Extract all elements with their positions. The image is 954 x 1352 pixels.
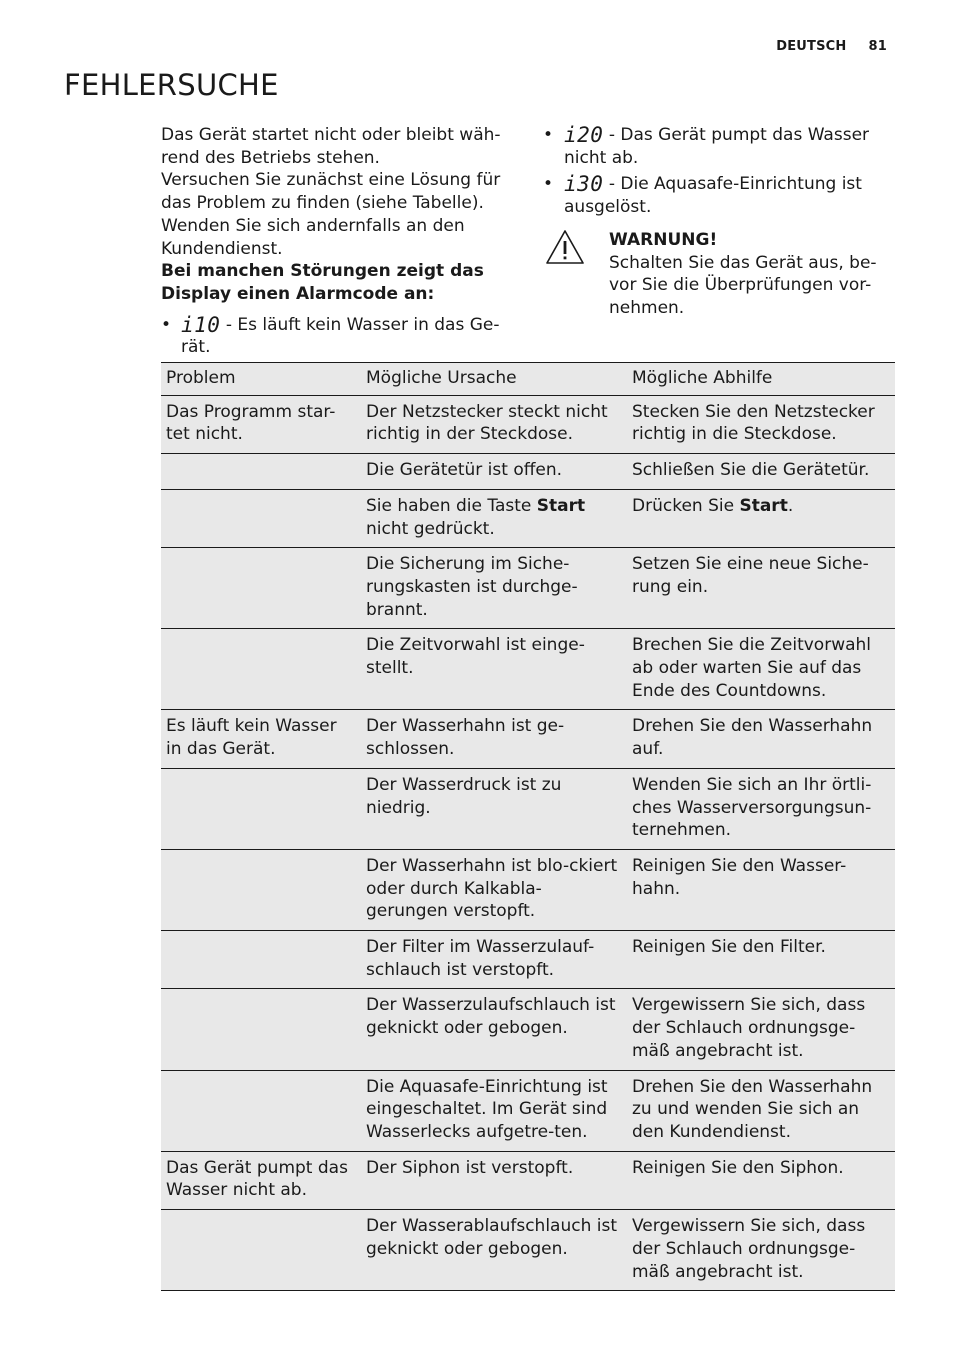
- cell-cause: Die Zeitvorwahl ist einge-stellt.: [361, 629, 627, 710]
- cell-cause: Der Netzstecker steckt nicht richtig in der Steckdose.: [361, 395, 627, 453]
- cell-problem: [161, 1070, 361, 1151]
- cell-remedy: Vergewissern Sie sich, dass der Schlauch ordnungsge-mäß angebracht ist.: [627, 989, 895, 1070]
- table-row: [161, 768, 895, 849]
- page-number: 81: [868, 39, 887, 54]
- table-row: [161, 548, 895, 629]
- table-row: [161, 1210, 895, 1291]
- warning-triangle-icon: [545, 229, 585, 265]
- table-row: [161, 1070, 895, 1151]
- table-row: [161, 849, 895, 930]
- warning-box: [543, 229, 888, 320]
- table-row: [161, 989, 895, 1070]
- cell-problem: [161, 489, 361, 547]
- cell-problem: [161, 931, 361, 989]
- table-row: [161, 489, 895, 547]
- cell-remedy: Stecken Sie den Netzstecker richtig in die Steckdose.: [627, 395, 895, 453]
- cell-remedy: Reinigen Sie den Wasser-hahn.: [627, 849, 895, 930]
- cell-remedy: Schließen Sie die Gerätetür.: [627, 454, 895, 490]
- table-row: [161, 395, 895, 453]
- page-title: FEHLERSUCHE: [64, 68, 279, 102]
- cell-problem: [161, 548, 361, 629]
- cell-problem: [161, 989, 361, 1070]
- cell-problem: Das Gerät pumpt das Wasser nicht ab.: [161, 1151, 361, 1209]
- cell-cause: Die Aquasafe-Einrichtung ist eingeschaltet. Im Gerät sind Wasserlecks aufgetre-ten.: [361, 1070, 627, 1151]
- cell-remedy: Drehen Sie den Wasserhahn auf.: [627, 710, 895, 768]
- table-row: [161, 931, 895, 989]
- warning-title: WARNUNG!: [609, 229, 718, 250]
- cell-problem: [161, 1210, 361, 1291]
- cell-cause: Der Filter im Wasserzulauf-schlauch ist verstopft.: [361, 931, 627, 989]
- cell-remedy: Brechen Sie die Zeitvorwahl ab oder warten Sie auf das Ende des Countdowns.: [627, 629, 895, 710]
- cell-remedy: Reinigen Sie den Siphon.: [627, 1151, 895, 1209]
- table-row: [161, 1151, 895, 1209]
- alarm-code: i10: [181, 312, 221, 337]
- header-remedy: Mögliche Abhilfe: [627, 363, 895, 396]
- intro-paragraph-2: Versuchen Sie zunächst eine Lösung für das Problem zu finden (siehe Tabelle). Wenden Sie sich andernfalls an den Kundendienst.: [161, 170, 501, 259]
- intro-alarm-note: Bei manchen Störungen zeigt das Display einen Alarmcode an:: [161, 261, 484, 304]
- alarm-item: [543, 124, 888, 169]
- table-row: [161, 629, 895, 710]
- cell-remedy: Vergewissern Sie sich, dass der Schlauch ordnungsge-mäß angebracht ist.: [627, 1210, 895, 1291]
- alarm-text: - Das Gerät pumpt das Wasser nicht ab.: [564, 125, 870, 168]
- alarm-item: [161, 314, 516, 359]
- cell-cause: Die Sicherung im Siche-rungskasten ist durchge-brannt.: [361, 548, 627, 629]
- table-header-row: [161, 363, 895, 396]
- cell-problem: [161, 768, 361, 849]
- section-label: DEUTSCH: [776, 39, 847, 54]
- intro-paragraph-1: Das Gerät startet nicht oder bleibt wäh-rend des Betriebs stehen.: [161, 125, 501, 168]
- cell-cause: Der Wasserzulaufschlauch ist geknickt oder gebogen.: [361, 989, 627, 1070]
- header-problem: Problem: [161, 363, 361, 396]
- cell-problem: [161, 629, 361, 710]
- cell-cause: Der Wasserhahn ist ge-schlossen.: [361, 710, 627, 768]
- cell-cause: Der Wasserablaufschlauch ist geknickt oder gebogen.: [361, 1210, 627, 1291]
- warning-text: Schalten Sie das Gerät aus, be-vor Sie die Überprüfungen vor-nehmen.: [609, 252, 877, 318]
- cell-cause: Der Wasserdruck ist zu niedrig.: [361, 768, 627, 849]
- cell-remedy: Drehen Sie den Wasserhahn zu und wenden Sie sich an den Kundendienst.: [627, 1070, 895, 1151]
- table-row: [161, 710, 895, 768]
- cell-remedy: Wenden Sie sich an Ihr örtli-ches Wasserversorgungsun-ternehmen.: [627, 768, 895, 849]
- cell-cause: Die Gerätetür ist offen.: [361, 454, 627, 490]
- cell-remedy: Reinigen Sie den Filter.: [627, 931, 895, 989]
- alarm-code: i20: [564, 123, 604, 147]
- alarm-code: i30: [564, 172, 604, 197]
- cell-remedy: Drücken Sie Start.: [627, 489, 895, 547]
- cell-remedy: Setzen Sie eine neue Siche-rung ein.: [627, 548, 895, 629]
- cell-problem: Es läuft kein Wasser in das Gerät.: [161, 710, 361, 768]
- alarm-text: - Die Aquasafe-Einrichtung ist ausgelöst.: [564, 174, 862, 218]
- page-header: [776, 39, 887, 54]
- cell-cause: Der Siphon ist verstopft.: [361, 1151, 627, 1209]
- cell-cause: Der Wasserhahn ist blo-ckiert oder durch Kalkabla-gerungen verstopft.: [361, 849, 627, 930]
- cell-problem: [161, 849, 361, 930]
- header-cause: Mögliche Ursache: [361, 363, 627, 396]
- alarm-item: [543, 173, 888, 218]
- table-row: [161, 454, 895, 490]
- intro-column: [161, 124, 516, 359]
- cell-problem: [161, 454, 361, 490]
- cell-cause: Sie haben die Taste Start nicht gedrückt.: [361, 489, 627, 547]
- troubleshooting-table: [161, 362, 895, 1291]
- right-column: [543, 124, 888, 320]
- cell-problem: Das Programm star-tet nicht.: [161, 395, 361, 453]
- alarm-text: - Es läuft kein Wasser in das Ge-rät.: [181, 314, 500, 358]
